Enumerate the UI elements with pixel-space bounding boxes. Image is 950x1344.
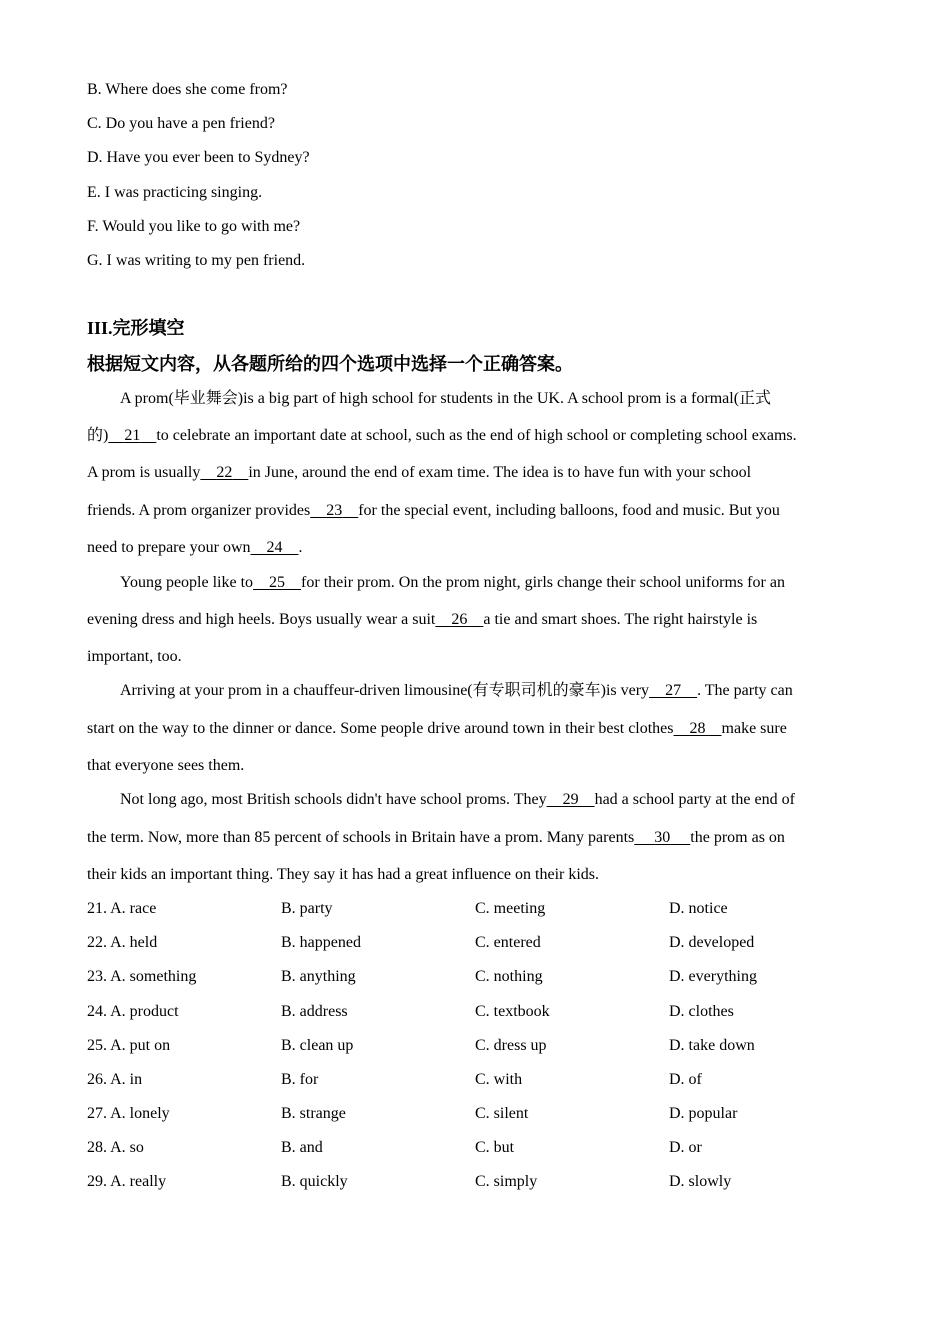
choice-d: D. clothes <box>669 1003 734 1020</box>
choice-a: 23. A. something <box>87 968 197 985</box>
choice-c: C. nothing <box>475 968 543 985</box>
passage-line <box>120 573 785 593</box>
question-row <box>87 1002 867 1022</box>
passage-text: to celebrate an important date at school, such as the end of high school or completing school exams. <box>156 427 797 444</box>
choice-a: 21. A. race <box>87 900 157 917</box>
choice-c: C. dress up <box>475 1037 547 1054</box>
choice-a: 27. A. lonely <box>87 1105 170 1122</box>
choice-a: 26. A. in <box>87 1071 143 1088</box>
passage-line <box>120 389 771 409</box>
choice-d: D. notice <box>669 900 728 917</box>
passage-text: their kids an important thing. They say it has had a great influence on their kids. <box>87 866 600 883</box>
choice-b: B. party <box>281 900 333 917</box>
question-row <box>87 933 867 953</box>
choice-a: 28. A. so <box>87 1139 144 1156</box>
option-line: C. Do you have a pen friend? <box>87 115 275 132</box>
blank-number: 26 <box>451 611 468 628</box>
blank-number: 24 <box>266 539 283 556</box>
passage-text: need to prepare your own <box>87 539 251 556</box>
blank-21 <box>108 426 156 446</box>
choice-b: B. and <box>281 1139 323 1156</box>
passage-text: a tie and smart shoes. The right hairstyle is <box>483 611 758 628</box>
blank-28 <box>674 719 722 739</box>
passage-text: for the special event, including balloons, food and music. But you <box>358 502 780 519</box>
passage-text: friends. A prom organizer provides <box>87 502 311 519</box>
passage-text: Young people like to <box>120 574 254 591</box>
blank-23 <box>310 501 358 521</box>
question-row <box>87 1138 867 1158</box>
choice-d: D. or <box>669 1139 702 1156</box>
passage-line <box>87 865 599 885</box>
passage-text: start on the way to the dinner or dance. Some people drive around town in their best clothes <box>87 720 674 737</box>
question-row <box>87 899 867 919</box>
choice-a: 25. A. put on <box>87 1037 171 1054</box>
blank-number: 23 <box>326 502 343 519</box>
passage-line <box>120 790 795 810</box>
option-line: E. I was practicing singing. <box>87 184 263 201</box>
section-title: III.完形填空 <box>87 318 185 338</box>
passage-line <box>87 647 182 667</box>
passage-text: evening dress and high heels. Boys usually wear a suit <box>87 611 436 628</box>
question-row <box>87 967 867 987</box>
blank-22 <box>200 463 248 483</box>
passage-line <box>87 828 785 848</box>
passage-text: the term. Now, more than 85 percent of schools in Britain have a prom. Many parents <box>87 829 635 846</box>
blank-27 <box>649 681 697 701</box>
choice-a: 29. A. really <box>87 1173 167 1190</box>
choice-d: D. developed <box>669 934 755 951</box>
choice-b: B. strange <box>281 1105 346 1122</box>
choice-c: C. entered <box>475 934 541 951</box>
choice-d: D. slowly <box>669 1173 732 1190</box>
choice-d: D. of <box>669 1071 702 1088</box>
blank-number: 27 <box>665 682 682 699</box>
passage-line <box>87 610 757 630</box>
passage-text: . The party can <box>697 682 793 699</box>
blank-30 <box>634 828 690 848</box>
choice-a: 22. A. held <box>87 934 158 951</box>
choice-a: 24. A. product <box>87 1003 179 1020</box>
choice-b: B. clean up <box>281 1037 354 1054</box>
choice-c: C. textbook <box>475 1003 550 1020</box>
passage-text: Arriving at your prom in a chauffeur-driven limousine(有专职司机的豪车)is very <box>120 682 650 699</box>
passage-text: for their prom. On the prom night, girls change their school uniforms for an <box>301 574 785 591</box>
blank-25 <box>253 573 301 593</box>
section-instruction: 根据短文内容，从各题所给的四个选项中选择一个正确答案。 <box>87 354 573 374</box>
blank-26 <box>435 610 483 630</box>
choice-b: B. address <box>281 1003 348 1020</box>
passage-text: that everyone sees them. <box>87 757 245 774</box>
question-row <box>87 1104 867 1124</box>
blank-number: 29 <box>562 791 579 808</box>
option-line: B. Where does she come from? <box>87 81 288 98</box>
passage-text: A prom is usually <box>87 464 201 481</box>
choice-c: C. but <box>475 1139 515 1156</box>
choice-d: D. take down <box>669 1037 755 1054</box>
choice-b: B. anything <box>281 968 356 985</box>
blank-number: 25 <box>269 574 286 591</box>
blank-24 <box>251 538 299 558</box>
blank-number: 21 <box>124 427 141 444</box>
blank-number: 28 <box>689 720 706 737</box>
passage-text: 的) <box>87 427 109 444</box>
option-line: F. Would you like to go with me? <box>87 218 301 235</box>
passage-line <box>87 756 244 776</box>
passage-text: in June, around the end of exam time. The idea is to have fun with your school <box>248 464 752 481</box>
choice-c: C. with <box>475 1071 523 1088</box>
question-row <box>87 1172 867 1192</box>
choice-c: C. simply <box>475 1173 538 1190</box>
passage-text: A prom(毕业舞会)is a big part of high school for students in the UK. A school prom is a formal(正式 <box>120 390 772 407</box>
passage-line <box>87 501 780 521</box>
passage-text: . <box>298 539 303 556</box>
blank-number: 30 <box>654 829 671 846</box>
choice-b: B. quickly <box>281 1173 348 1190</box>
question-row <box>87 1070 867 1090</box>
question-row <box>87 1036 867 1056</box>
option-line: G. I was writing to my pen friend. <box>87 252 306 269</box>
blank-number: 22 <box>216 464 233 481</box>
choice-b: B. happened <box>281 934 361 951</box>
passage-line <box>87 463 751 483</box>
passage-line <box>87 719 787 739</box>
passage-text: the prom as on <box>690 829 785 846</box>
passage-text: make sure <box>721 720 787 737</box>
passage-text: had a school party at the end of <box>594 791 795 808</box>
choice-c: C. meeting <box>475 900 546 917</box>
passage-text: Not long ago, most British schools didn't have school proms. They <box>120 791 547 808</box>
passage-text: important, too. <box>87 648 182 665</box>
choice-d: D. everything <box>669 968 757 985</box>
option-line: D. Have you ever been to Sydney? <box>87 149 310 166</box>
blank-29 <box>547 790 595 810</box>
choice-d: D. popular <box>669 1105 738 1122</box>
passage-line <box>87 538 303 558</box>
passage-line <box>87 426 797 446</box>
choice-b: B. for <box>281 1071 319 1088</box>
choice-c: C. silent <box>475 1105 529 1122</box>
passage-line <box>120 681 793 701</box>
